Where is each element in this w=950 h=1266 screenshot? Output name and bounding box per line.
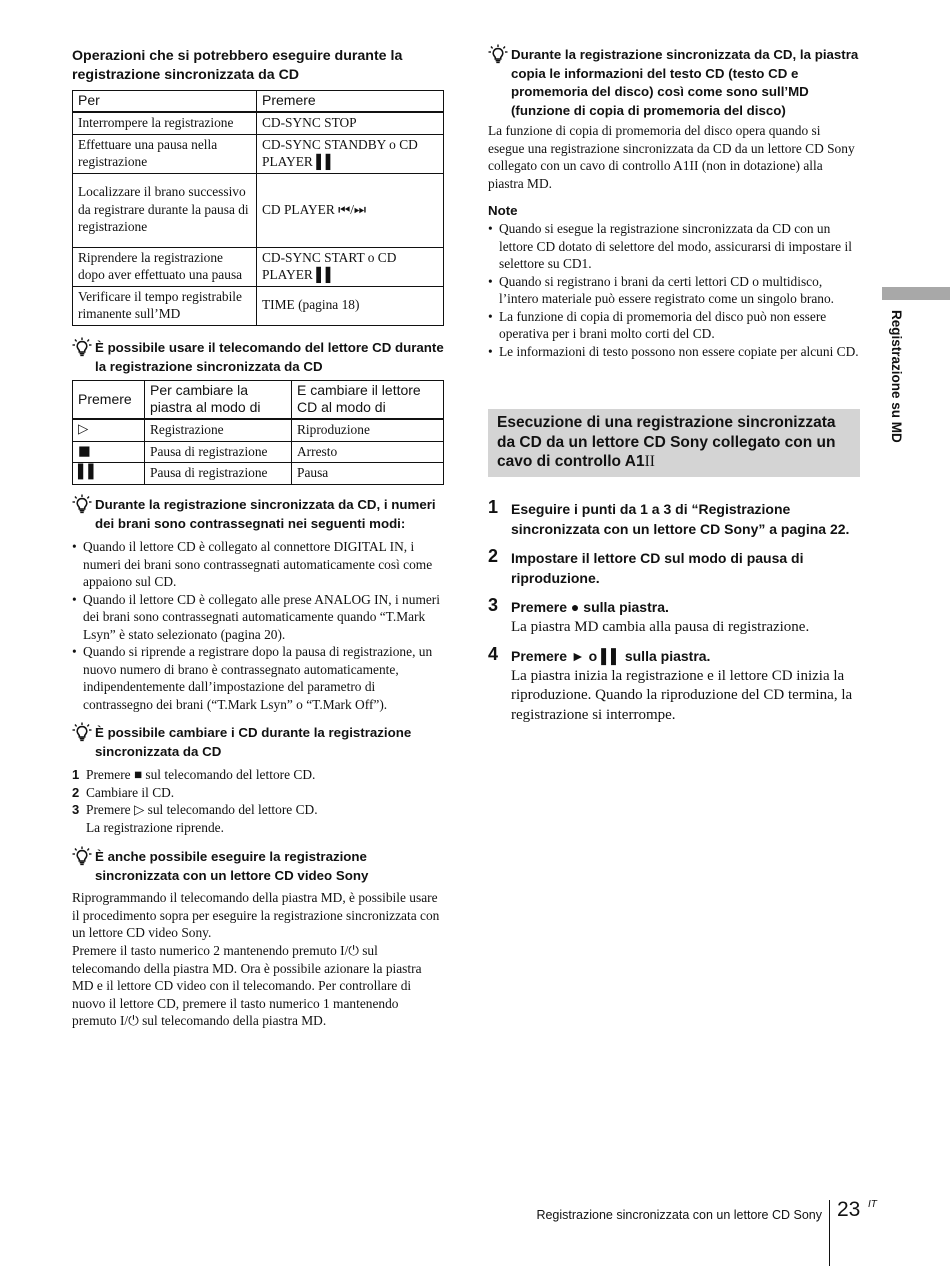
list-item: • La funzione di copia di promemoria del disco può non essere operativa per i brani molto corti del CD. <box>488 308 860 343</box>
step-3-title: Premere ● sulla piastra. <box>511 599 669 615</box>
ops-header-per: Per <box>73 91 257 113</box>
ops-row-2-per: Effettuare una pausa nella registrazione <box>73 134 257 173</box>
procedure-steps <box>488 497 860 735</box>
remote-header-lettore: E cambiare il lettore CD al modo di <box>292 381 444 420</box>
section-heading: Esecuzione di una registrazione sincronizzata da CD da un lettore CD Sony collegato con un cavo di controllo <box>497 414 836 470</box>
lightbulb-icon <box>488 44 508 64</box>
tip-video-cd-title: È anche possibile eseguire la registrazione sincronizzata con un lettore CD video Sony <box>95 849 369 883</box>
step-4-title: Premere ► o ▌▌ sulla piastra. <box>511 648 711 664</box>
tip-track-numbers-title: Durante la registrazione sincronizzata da CD, i numeri dei brani sono contrassegnati nei seguenti modi: <box>95 497 436 531</box>
side-tab-label: Registrazione su MD <box>889 310 904 443</box>
footer-divider <box>829 1200 830 1266</box>
ops-row-4-per: Riprendere la registrazione dopo aver effettuato una pausa <box>73 247 257 286</box>
remote-row-1-piastra: Registrazione <box>145 419 292 441</box>
remote-table <box>72 380 444 485</box>
section-heading-cable: A1 <box>624 453 645 470</box>
track-numbers-list <box>72 538 444 713</box>
ops-row-3-per: Localizzare il brano successivo da registrare durante la pausa di registrazione <box>73 173 257 247</box>
change-cd-result: La registrazione riprende. <box>86 819 224 835</box>
step-3-body: La piastra MD cambia alla pausa di registrazione. <box>511 618 810 635</box>
operations-table <box>72 90 444 326</box>
list-item: 1 Premere ■ sul telecomando del lettore CD. <box>72 767 316 782</box>
tip-disc-memo <box>488 46 860 120</box>
lightbulb-icon <box>72 722 92 742</box>
note-heading: Note <box>488 203 518 218</box>
remote-row-3-lettore: Pausa <box>292 463 444 485</box>
ops-header-premere: Premere <box>257 91 444 113</box>
pause-icon: ▌▌ <box>73 463 145 485</box>
tip-change-cd <box>72 724 444 761</box>
page-number: 23 <box>837 1198 861 1221</box>
ops-row-1-per: Interrompere la registrazione <box>73 112 257 134</box>
ops-row-1-premere: CD-SYNC STOP <box>257 112 444 134</box>
ops-row-2-premere: CD-SYNC STANDBY o CD PLAYER ▌▌ <box>257 134 444 173</box>
step-1-title: Eseguire i punti da 1 a 3 di “Registrazione sincronizzata con un lettore CD Sony” a pagina 22. <box>511 501 850 537</box>
tip-video-cd <box>72 848 444 885</box>
side-tab-bar <box>882 287 950 300</box>
play-icon: ▷ <box>73 419 145 441</box>
lightbulb-icon <box>72 846 92 866</box>
tip-disc-memo-title: Durante la registrazione sincronizzata da CD, la piastra copia le informazioni del testo CD (testo CD e promemoria del disco) così come sono sull’MD (funzione di copia di promemoria del disco) <box>511 47 859 118</box>
ops-heading: Operazioni che si potrebbero eseguire durante la registrazione sincronizzata da CD <box>72 48 403 83</box>
stop-icon: ■ <box>73 441 145 463</box>
list-item: • Quando il lettore CD è collegato alle prese ANALOG IN, i numeri dei brani sono contrassegnati automaticamente quando “T.Mark Lsyn” è stato selezionato (pagina 20). <box>72 591 444 644</box>
remote-row-1-lettore: Riproduzione <box>292 419 444 441</box>
step-4: 4 Premere ► o ▌▌ sulla piastra. La piastra inizia la registrazione e il lettore CD inizia la riproduzione. Quando la riproduzione del CD termina, la registrazione si interrompe. <box>488 647 860 725</box>
tip-remote-title: È possibile usare il telecomando del lettore CD durante la registrazione sincronizzata da CD <box>95 340 444 374</box>
list-item: • Quando si esegue la registrazione sincronizzata da CD con un lettore CD dotato di selettore del modo, assicurarsi di impostare il selettore su CD1. <box>488 220 860 273</box>
ops-row-5-premere: TIME (pagina 18) <box>257 286 444 325</box>
remote-row-3-piastra: Pausa di registrazione <box>145 463 292 485</box>
page-language: IT <box>868 1199 877 1210</box>
video-cd-paragraph-2: Premere il tasto numerico 2 mantenendo premuto I/⏻ sul telecomando della piastra MD. Ora è possibile azionare la piastra MD e il lettore CD video con il telecomando. Per controllare di nuovo il lettore CD, premere il tasto numerico 1 mantenendo premuto I/⏻ sul telecomando della piastra MD. <box>72 943 422 1028</box>
step-4-body: La piastra inizia la registrazione e il lettore CD inizia la riproduzione. Quando la riproduzione del CD termina, la registrazione si interrompe. <box>511 667 853 723</box>
tip-remote <box>72 339 444 376</box>
step-3: 3 Premere ● sulla piastra. La piastra MD cambia alla pausa di registrazione. <box>488 598 860 637</box>
page-footer <box>500 1200 880 1266</box>
ops-row-4-premere: CD-SYNC START o CD PLAYER ▌▌ <box>257 247 444 286</box>
section-heading-cable-suffix: II <box>644 453 655 470</box>
list-item: • Quando il lettore CD è collegato al connettore DIGITAL IN, i numeri dei brani sono contrassegnati automaticamente così come appaiono sul CD. <box>72 538 444 591</box>
step-2-title: Impostare il lettore CD sul modo di pausa di riproduzione. <box>511 550 804 586</box>
step-1: 1 Eseguire i punti da 1 a 3 di “Registrazione sincronizzata con un lettore CD Sony” a pagina 22. <box>488 500 860 539</box>
lightbulb-icon <box>72 337 92 357</box>
remote-header-premere: Premere <box>73 381 145 420</box>
section-heading-box <box>488 409 860 477</box>
tip-track-numbers <box>72 496 444 533</box>
video-cd-paragraph-1: Riprogrammando il telecomando della piastra MD, è possibile usare il procedimento sopra per eseguire la registrazione sincronizzata con un lettore CD video Sony. <box>72 890 440 940</box>
list-item: 2 Cambiare il CD. <box>72 784 175 800</box>
remote-header-piastra: Per cambiare la piastra al modo di <box>145 381 292 420</box>
list-item: 3 Premere ▷ sul telecomando del lettore CD. <box>72 802 318 817</box>
disc-memo-body: La funzione di copia di promemoria del disco opera quando si esegue una registrazione sincronizzata da CD da un lettore CD Sony collegato con un cavo di controllo A1II (non in dotazione) alla piastra MD. <box>488 123 855 191</box>
ops-row-5-per: Verificare il tempo registrabile rimanente sull’MD <box>73 286 257 325</box>
lightbulb-icon <box>72 494 92 514</box>
note-list <box>488 220 860 360</box>
step-2: 2 Impostare il lettore CD sul modo di pausa di riproduzione. <box>488 549 860 588</box>
footer-section-title: Registrazione sincronizzata con un lettore CD Sony <box>536 1208 822 1222</box>
remote-row-2-piastra: Pausa di registrazione <box>145 441 292 463</box>
remote-row-2-lettore: Arresto <box>292 441 444 463</box>
list-item: • Quando si riprende a registrare dopo la pausa di registrazione, un nuovo numero di brano è contrassegnato automaticamente, indipendentemente dall’impostazione del parametro di contrassegno dei brani (“T.Mark Lsyn” o “T.Mark Off”). <box>72 643 444 713</box>
list-item: • Le informazioni di testo possono non essere copiate per alcuni CD. <box>488 343 860 361</box>
change-cd-steps <box>72 766 444 836</box>
ops-row-3-premere: CD PLAYER ⏮/⏭ <box>257 173 444 247</box>
tip-change-cd-title: È possibile cambiare i CD durante la registrazione sincronizzata da CD <box>95 725 412 759</box>
list-item: • Quando si registrano i brani da certi lettori CD o multidisco, l’intero materiale può essere registrato come un singolo brano. <box>488 273 860 308</box>
